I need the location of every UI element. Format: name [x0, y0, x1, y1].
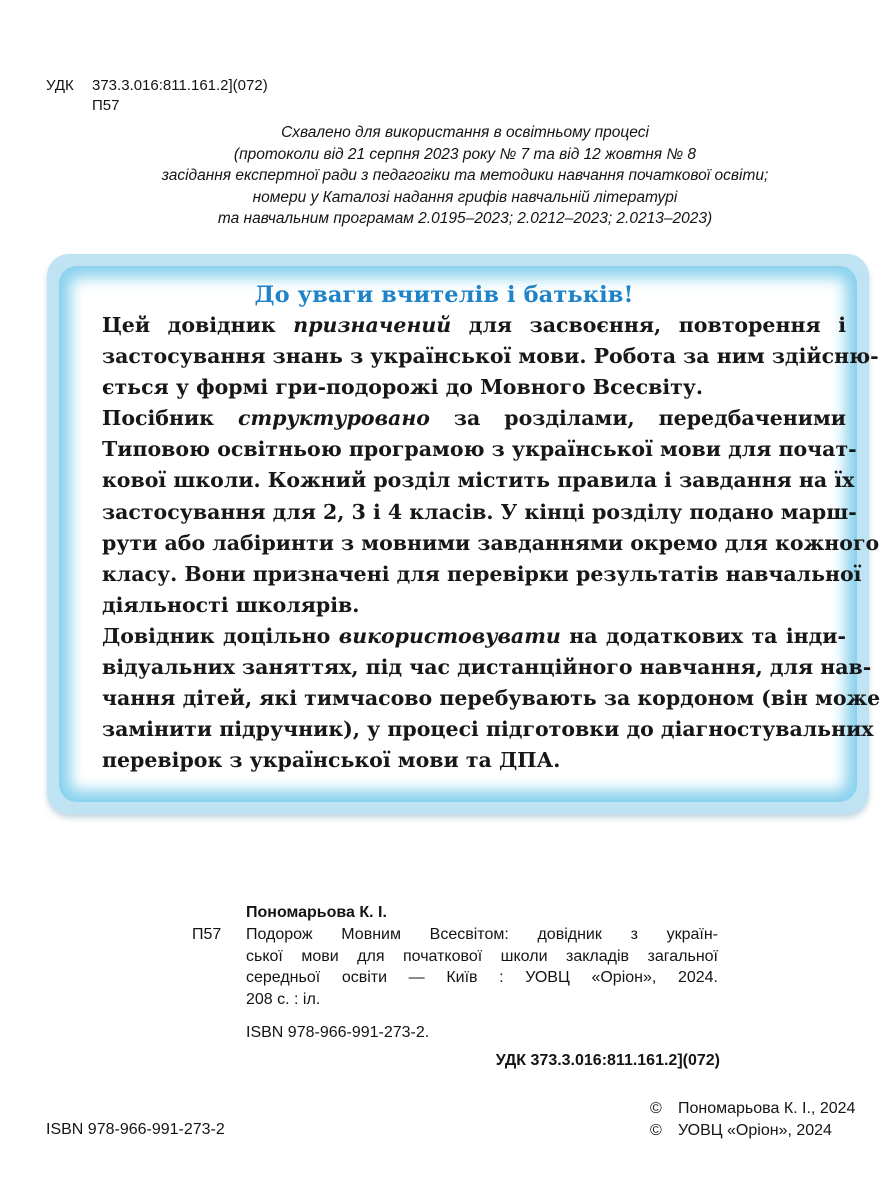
notice-line: кової школи. Кожний розділ містить правила і завдання на їх [102, 468, 855, 493]
catalog-desc-line: ської мови для початкової школи закладів загальної [246, 947, 718, 965]
approval-line: (протоколи від 21 серпня 2023 року № 7 та від 12 жовтня № 8 [233, 145, 697, 163]
emphasis: використовувати [338, 623, 561, 648]
udk-code: 373.3.016:811.161.2](072) [92, 77, 268, 94]
copyright-text: Пономарьова К. І., 2024 [678, 1100, 856, 1117]
notice-line: ється у формі гри-подорожі до Мовного Всесвіту. [102, 375, 704, 400]
text-run: Довідник доцільно [102, 623, 339, 648]
notice-paragraph [66, 621, 881, 776]
notice-line [66, 621, 846, 652]
notice-body [66, 310, 881, 776]
notice-line: відуальних заняттях, під час дистанційного навчання, для нав- [102, 655, 872, 680]
catalog-udk: УДК 373.3.016:811.161.2](072) [495, 1052, 720, 1069]
catalog-code: П57 [192, 926, 222, 943]
copyright-icon: © [650, 1100, 662, 1117]
approval-statement [120, 122, 810, 230]
catalog-author: Пономарьова К. І. [246, 904, 387, 921]
notice-line: діяльності школярів. [102, 592, 360, 617]
copyright-line [650, 1120, 855, 1142]
notice-line: застосування для 2, 3 і 4 класів. У кінці розділу подано марш- [102, 499, 857, 524]
copyright-line [650, 1098, 855, 1120]
notice-line [66, 310, 846, 341]
notice-line: рути або лабіринти з мовними завданнями окремо для кожного [102, 530, 880, 555]
udk-header [46, 76, 268, 116]
catalog-desc-line: Подорож Мовним Всесвітом: довідник з україн- [246, 926, 718, 943]
approval-line: номери у Каталозі надання грифів навчальній літературі [252, 188, 678, 206]
notice-title: До уваги вчителів і батьків! [254, 282, 634, 308]
approval-line: Схвалено для використання в освітньому процесі [281, 124, 649, 141]
text-run: Цей довідник [102, 313, 294, 337]
approval-line: засідання експертної ради з педагогіки та методики навчання початкової освіти; [161, 167, 769, 184]
notice-paragraph [66, 403, 880, 621]
copyright-text: УОВЦ «Оріон», 2024 [678, 1122, 832, 1139]
notice-paragraph [66, 310, 879, 403]
footer-isbn: ISBN 978-966-991-273-2 [46, 1121, 225, 1138]
notice-line: чання дітей, які тимчасово перебувають за кордоном (він може [102, 686, 881, 711]
notice-line: класу. Вони призначені для перевірки результатів навчальної [102, 561, 862, 586]
udk-label: УДК [46, 77, 74, 94]
text-run: Посібник [102, 406, 238, 431]
author-mark: П57 [92, 97, 120, 114]
notice-line: замінити підручник), у процесі підготовки до діагностувальних [102, 717, 874, 742]
text-run: для засвоєння, повторення і [451, 313, 846, 337]
emphasis: структуровано [237, 406, 430, 431]
catalog-description [246, 924, 718, 1010]
catalog-isbn: ISBN 978-966-991-273-2. [246, 1024, 430, 1041]
notice-line [66, 403, 846, 434]
copyright-block [650, 1098, 855, 1142]
approval-line: та навчальним програмам 2.0195–2023; 2.0212–2023; 2.0213–2023) [217, 210, 713, 227]
notice-line: застосування знань з української мови. Робота за ним здійсню- [102, 344, 879, 369]
text-run: на додаткових та інди- [560, 623, 846, 648]
notice-line: Типовою освітньою програмою з української мови для почат- [102, 437, 857, 462]
copyright-icon: © [650, 1122, 662, 1139]
emphasis: призначений [293, 313, 452, 337]
catalog-desc-line: середньої освіти — Київ : УОВЦ «Оріон», 2024. [246, 969, 718, 986]
catalog-desc-line: 208 с. : іл. [246, 990, 321, 1008]
notice-line: перевірок з української мови та ДПА. [102, 748, 561, 773]
text-run: за розділами, передбаченими [429, 406, 846, 431]
